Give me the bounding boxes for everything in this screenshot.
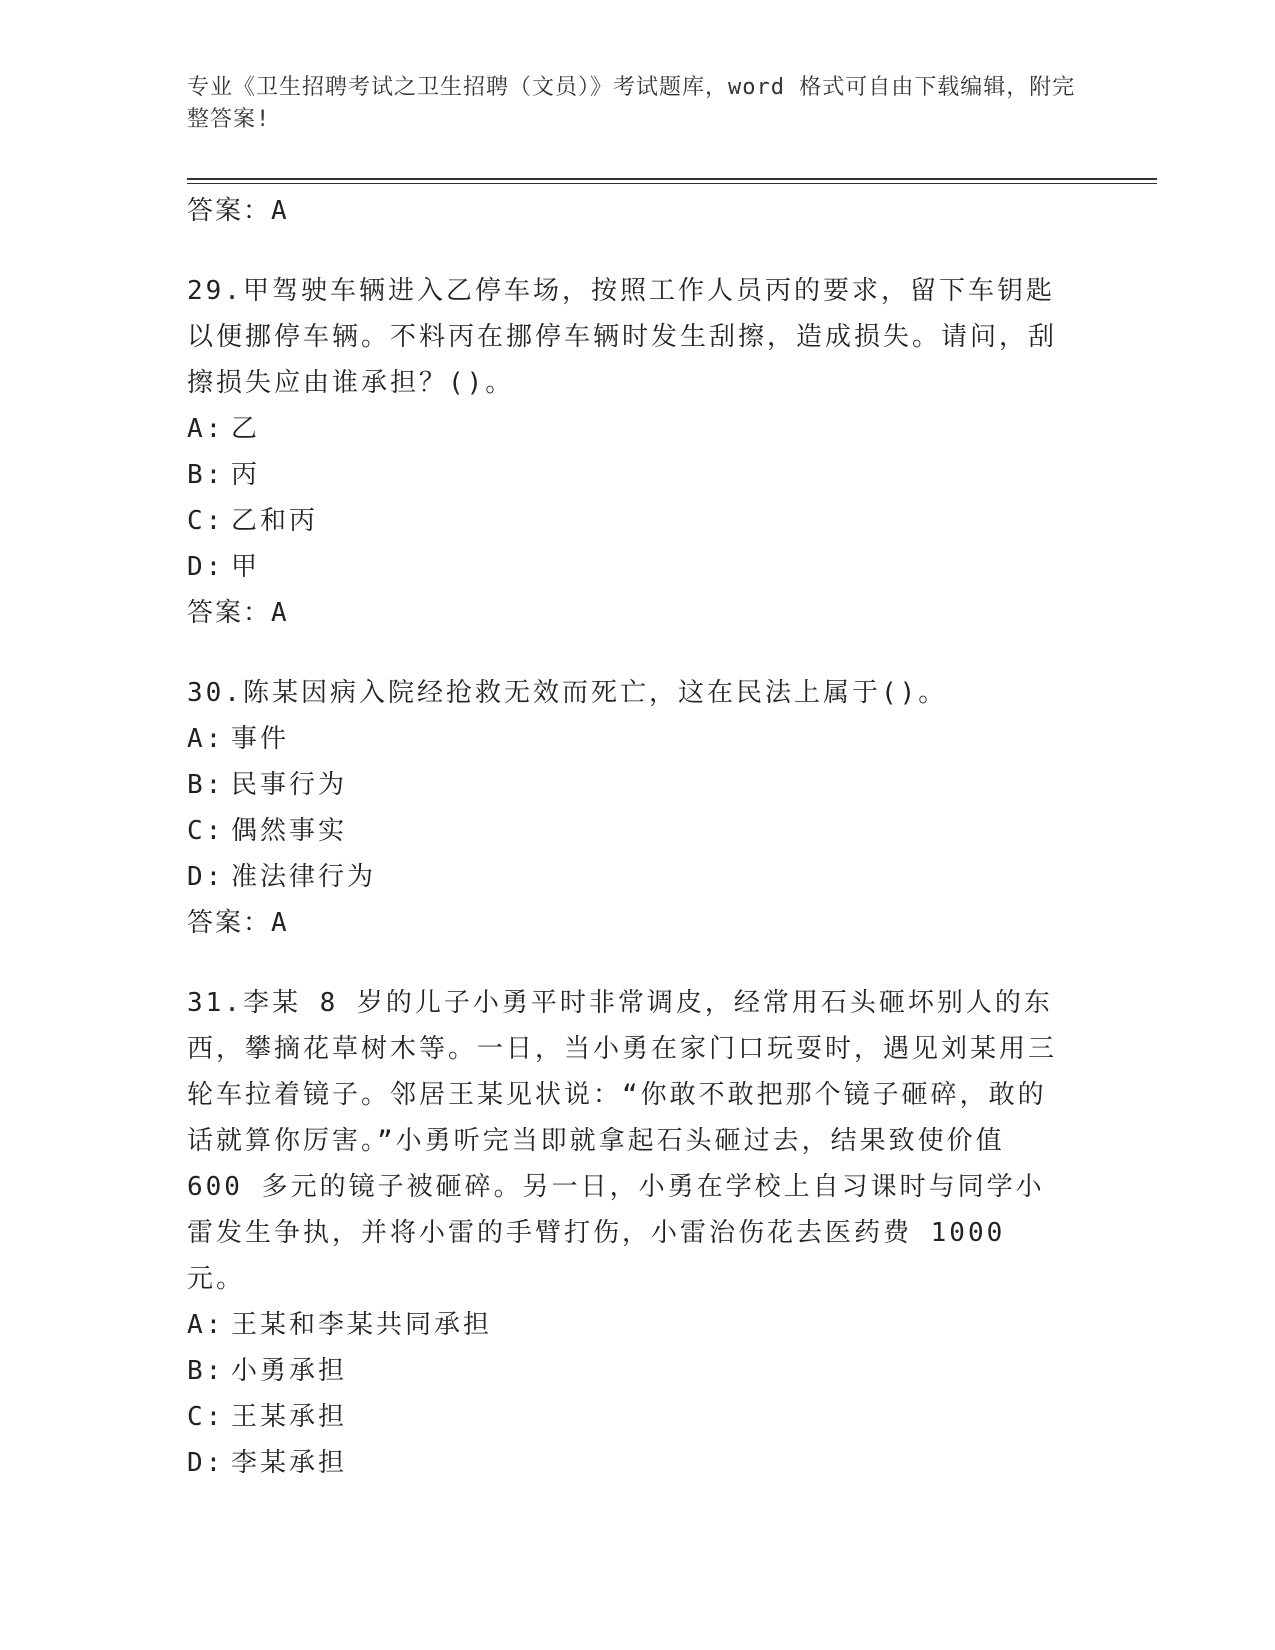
answer-line: 答案：A <box>187 908 289 938</box>
option-text: 王某和李某共同承担 <box>231 1310 493 1340</box>
option-text: 准法律行为 <box>231 862 377 892</box>
option-text: 王某承担 <box>231 1402 348 1432</box>
answer-line: 答案：A <box>187 196 289 226</box>
option-text: 李某承担 <box>231 1448 348 1478</box>
option-letter: A: <box>187 1310 225 1340</box>
option-letter: D: <box>187 862 225 892</box>
document-header <box>187 72 1087 136</box>
option-letter: C: <box>187 816 225 846</box>
option-text: 乙和丙 <box>231 506 319 536</box>
header-divider-thick <box>187 178 1157 180</box>
option-text: 偶然事实 <box>231 816 348 846</box>
question-stem: 31.李某 8 岁的儿子小勇平时非常调皮，经常用石头砸坏别人的东西，攀摘花草树木等。一日，当小勇在家门口玩耍时，遇见刘某用三轮车拉着镜子。邻居王某见状说：“你敢不敢把那个镜子砸碎，敢的话就算你厉害。”小勇听完当即就拿起石头砸过去，结果致使价值 600 多元的镜子被砸碎。另一日，小勇在学校上自习课时与同学小雷发生争执，并将小雷的手臂打伤，小雷治伤花去医药费 1000 元。 <box>187 988 1058 1294</box>
option-letter: C: <box>187 1402 225 1432</box>
option-a <box>187 406 1087 452</box>
option-b <box>187 1348 1087 1394</box>
option-text: 事件 <box>231 724 290 754</box>
option-b <box>187 452 1087 498</box>
header-divider-thin <box>187 183 1157 184</box>
option-text: 小勇承担 <box>231 1356 348 1386</box>
option-c <box>187 498 1087 544</box>
option-letter: C: <box>187 506 225 536</box>
option-c <box>187 808 1087 854</box>
question-stem: 29.甲驾驶车辆进入乙停车场，按照工作人员丙的要求，留下车钥匙以便挪停车辆。不料丙在挪停车辆时发生刮擦，造成损失。请问，刮擦损失应由谁承担？()。 <box>187 276 1058 398</box>
option-b <box>187 762 1087 808</box>
question-list <box>187 188 1087 1486</box>
question-31 <box>187 980 1087 1486</box>
option-letter: D: <box>187 552 225 582</box>
option-d <box>187 1440 1087 1486</box>
header-text: 专业《卫生招聘考试之卫生招聘（文员）》考试题库，word 格式可自由下载编辑，附完整答案! <box>187 75 1076 132</box>
option-text: 丙 <box>231 460 261 490</box>
question-29 <box>187 268 1087 636</box>
option-letter: D: <box>187 1448 225 1478</box>
option-c <box>187 1394 1087 1440</box>
option-d <box>187 544 1087 590</box>
option-text: 乙 <box>231 414 261 444</box>
question-30 <box>187 670 1087 946</box>
option-text: 甲 <box>231 552 261 582</box>
option-letter: B: <box>187 770 225 800</box>
option-d <box>187 854 1087 900</box>
option-a <box>187 1302 1087 1348</box>
option-letter: B: <box>187 460 225 490</box>
option-letter: B: <box>187 1356 225 1386</box>
question-stem: 30.陈某因病入院经抢救无效而死亡，这在民法上属于()。 <box>187 678 948 708</box>
option-text: 民事行为 <box>231 770 348 800</box>
option-a <box>187 716 1087 762</box>
option-letter: A: <box>187 414 225 444</box>
option-letter: A: <box>187 724 225 754</box>
answer-line: 答案：A <box>187 598 289 628</box>
